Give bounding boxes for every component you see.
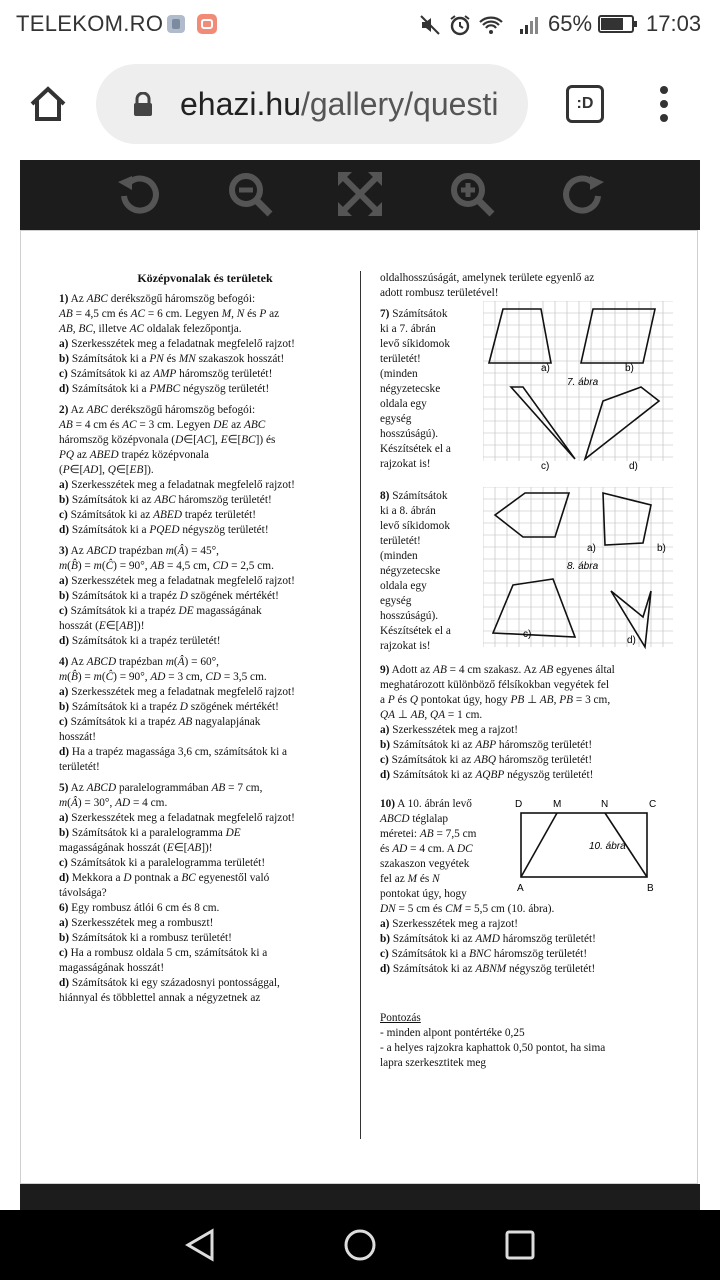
question-8	[380, 489, 480, 654]
text-line: (minden	[380, 550, 418, 562]
text-line: c) Számítsátok ki a paralelogramma területét!	[59, 857, 266, 869]
recents-icon[interactable]	[504, 1229, 536, 1266]
tab-switcher-icon[interactable]: :D	[566, 85, 604, 123]
text-line: hosszúságú).	[380, 428, 439, 440]
status-bar	[0, 0, 720, 48]
fig8-label-d: d)	[627, 635, 636, 646]
image-viewer-bottom	[20, 1184, 700, 1210]
text-line: 2) Az ABC derékszögű háromszög befogói:	[59, 404, 256, 416]
text-line: AB = 4,5 cm és AC = 6 cm. Legyen M, N és P az	[59, 308, 280, 320]
text-line: 8) Számítsátok	[380, 490, 448, 502]
text-line: a) Szerkesszétek meg a feladatnak megfelelő rajzot!	[59, 812, 295, 824]
figure-7	[483, 301, 693, 473]
text-line: fel az M és N	[380, 873, 440, 885]
question-10	[380, 797, 508, 902]
text-line: AB, BC, illetve AC oldalak felezőpontja.	[59, 323, 242, 335]
text-line: d) Számítsátok ki a trapéz területét!	[59, 635, 221, 647]
text-line: a P és Q pontokat úgy, hogy PB ⊥ AB, PB = 3 cm,	[380, 694, 611, 706]
fig10-point-d: D	[515, 799, 523, 810]
text-line: egység	[380, 413, 412, 425]
text-line: b) Számítsátok ki az ABP háromszög területét!	[380, 739, 593, 751]
home-nav-icon[interactable]	[343, 1228, 377, 1267]
text-line: c) Számítsátok ki a trapéz AB nagyalapjának	[59, 716, 261, 728]
scoring-section	[380, 1011, 680, 1071]
question-9	[380, 663, 680, 783]
column-divider	[360, 271, 361, 1139]
right-top-text	[380, 271, 680, 301]
fig7-label-d: d)	[629, 461, 638, 472]
home-icon[interactable]	[28, 84, 68, 129]
text-line: 1) Az ABC derékszögű háromszög befogói:	[59, 293, 256, 305]
text-line: területét!	[380, 535, 421, 547]
question-7	[380, 307, 480, 472]
text-line: d) Számítsátok ki az AQBP négyszög területét!	[380, 769, 594, 781]
zoom-out-icon[interactable]	[224, 168, 276, 220]
lock-icon[interactable]	[132, 92, 154, 123]
fig7-caption: 7. ábra	[567, 377, 599, 388]
text-line: négyzetecske	[380, 565, 441, 577]
fig7-trapezoid	[489, 309, 551, 363]
text-line: magasságának hosszát (E∈[AB])!	[59, 842, 213, 854]
browser-toolbar	[0, 48, 720, 160]
text-line: négyzetecske	[380, 383, 441, 395]
text-line: háromszög középvonala (D∈[AC], E∈[BC]) és	[59, 434, 276, 446]
text-line: magasságának hosszát!	[59, 962, 165, 974]
text-line: Készítsétek el a	[380, 443, 451, 455]
text-line: területét!	[59, 761, 100, 773]
menu-icon[interactable]	[656, 84, 672, 129]
text-line: 7) Számítsátok	[380, 308, 448, 320]
text-line: a) Szerkesszétek meg a rombuszt!	[59, 917, 214, 929]
left-column	[59, 271, 351, 1006]
text-line: c) Számítsátok ki a trapéz DE magasságának	[59, 605, 262, 617]
right-column-top	[380, 271, 680, 301]
refresh-icon[interactable]	[558, 168, 610, 220]
text-line: pontokat úgy, hogy	[380, 888, 467, 900]
text-line: d) Ha a trapéz magassága 3,6 cm, számítsátok ki a	[59, 746, 288, 758]
text-line: rajzokat is!	[380, 640, 431, 652]
wifi-icon	[478, 13, 504, 42]
android-nav-bar	[0, 1210, 720, 1280]
photo-app-icon	[196, 13, 218, 40]
text-line: d) Számítsátok ki az ABNM négyszög területét!	[380, 963, 596, 975]
text-line: b) Számítsátok ki az AMD háromszög területét!	[380, 933, 596, 945]
text-line: távolsága?	[59, 887, 107, 899]
url-text[interactable]	[180, 86, 510, 123]
text-line: hosszát (E∈[AB])!	[59, 620, 145, 632]
fig7-parallelogram	[581, 309, 655, 363]
text-line: levő síkidomok	[380, 338, 450, 350]
text-line: 4) Az ABCD trapézban m(Â) = 60°,	[59, 656, 219, 668]
battery-icon	[598, 13, 638, 40]
carrier-name: TELEKOM.RO	[16, 11, 164, 36]
text-line: 3) Az ABCD trapézban m(Â) = 45°,	[59, 545, 219, 557]
signal-icon	[518, 13, 544, 42]
text-line: a) Szerkesszétek meg a feladatnak megfelelő rajzot!	[59, 479, 295, 491]
text-line: c) Számítsátok ki a BNC háromszög területét!	[380, 948, 588, 960]
text-line: ABCD téglalap	[380, 813, 449, 825]
url-path: /gallery/questi	[300, 86, 499, 122]
battery-percent: 65%	[548, 11, 593, 36]
text-line: oldalhosszúságát, amelynek területe egyenlő az	[380, 272, 595, 284]
text-line: Pontozás	[380, 1012, 421, 1024]
fig7-quad	[585, 387, 659, 459]
fig10-segment-am	[521, 813, 557, 877]
text-line: lapra szerkesztitek meg	[380, 1057, 487, 1069]
text-line: c) Ha a rombusz oldala 5 cm, számítsátok ki a	[59, 947, 268, 959]
left-column-text	[59, 292, 351, 1006]
text-line: hosszát!	[59, 731, 97, 743]
text-line: d) Számítsátok ki egy századosnyi pontossággal,	[59, 977, 280, 989]
image-viewer-toolbar	[20, 160, 700, 230]
text-line: a) Szerkesszétek meg a feladatnak megfelelő rajzot!	[59, 575, 295, 587]
text-line: hosszúságú).	[380, 610, 439, 622]
question-10-continued	[380, 902, 680, 977]
text-line: ki a 8. ábrán	[380, 505, 436, 517]
back-icon[interactable]	[184, 1228, 216, 1267]
text-line: oldala egy	[380, 398, 427, 410]
fig8-quad-c	[493, 579, 575, 637]
text-line: DN = 5 cm és CM = 5,5 cm (10. ábra).	[380, 903, 555, 915]
fit-icon[interactable]	[334, 168, 386, 220]
figure-10	[511, 797, 661, 895]
alarm-icon	[448, 13, 472, 42]
fig7-label-b: b)	[625, 363, 634, 374]
text-line: és AD = 4 cm. A DC	[380, 843, 473, 855]
text-line: b) Számítsátok ki a trapéz D szögének mértékét!	[59, 701, 279, 713]
zoom-in-icon[interactable]	[446, 168, 498, 220]
text-line: b) Számítsátok ki az ABC háromszög területét!	[59, 494, 272, 506]
text-line: szakaszon vegyétek	[380, 858, 470, 870]
text-line: m(Â) = 30°, AD = 4 cm.	[59, 797, 168, 809]
text-line: a) Szerkesszétek meg a rajzot!	[380, 724, 519, 736]
text-line: (P∈[AD], Q∈[EB]).	[59, 464, 154, 476]
text-line: ki a 7. ábrán	[380, 323, 436, 335]
text-line: oldala egy	[380, 580, 427, 592]
fig8-label-c: c)	[523, 629, 532, 640]
fig8-pentagon	[495, 493, 569, 537]
mute-icon	[418, 13, 442, 42]
text-line: méretei: AB = 7,5 cm	[380, 828, 477, 840]
text-line: adott rombusz területével!	[380, 287, 499, 299]
text-line: b) Számítsátok ki a paralelogramma DE	[59, 827, 241, 839]
text-line: m(B̂) = m(Ĉ) = 90°, AD = 3 cm, CD = 3,5 cm.	[59, 671, 267, 683]
text-line: hiánnyal és többlettel annak a négyzetnek az	[59, 992, 261, 1004]
text-line: területét!	[380, 353, 421, 365]
text-line: c) Számítsátok ki az ABED trapéz területét!	[59, 509, 257, 521]
fig8-label-b: b)	[657, 543, 666, 554]
fig10-point-n: N	[601, 799, 609, 810]
fig7-label-a: a)	[541, 363, 550, 374]
text-line: - a helyes rajzokra kaphattok 0,50 pontot, ha sima	[380, 1042, 606, 1054]
text-line: a) Szerkesszétek meg a feladatnak megfelelő rajzot!	[59, 686, 295, 698]
fig10-point-b: B	[647, 883, 654, 894]
figure-8	[483, 487, 693, 653]
text-line: egység	[380, 595, 412, 607]
text-line: meghatározott különböző félsíkokban vegyétek fel	[380, 679, 609, 691]
text-line: 6) Egy rombusz átlói 6 cm és 8 cm.	[59, 902, 220, 914]
fig10-point-a: A	[517, 883, 524, 894]
text-line: - minden alpont pontértéke 0,25	[380, 1027, 525, 1039]
text-line: 10) A 10. ábrán levő	[380, 798, 472, 810]
fig10-point-c: C	[649, 799, 657, 810]
text-line: levő síkidomok	[380, 520, 450, 532]
text-line: m(B̂) = m(Ĉ) = 90°, AB = 4,5 cm, CD = 2,5 cm.	[59, 560, 274, 572]
text-line: d) Számítsátok ki a PMBC négyszög területét!	[59, 383, 270, 395]
fig10-caption: 10. ábra	[589, 841, 626, 852]
text-line: d) Számítsátok ki a PQED négyszög területét!	[59, 524, 269, 536]
text-line: a) Szerkesszétek meg a rajzot!	[380, 918, 519, 930]
text-line: b) Számítsátok ki a trapéz D szögének mértékét!	[59, 590, 279, 602]
text-line: (minden	[380, 368, 418, 380]
fig8-label-a: a)	[587, 543, 596, 554]
text-line: AB = 4 cm és AC = 3 cm. Legyen DE az ABC	[59, 419, 266, 431]
fig10-point-m: M	[553, 799, 562, 810]
text-line: 5) Az ABCD paralelogrammában AB = 7 cm,	[59, 782, 263, 794]
fig8-caption: 8. ábra	[567, 561, 599, 572]
text-line: b) Számítsátok ki a rombusz területét!	[59, 932, 232, 944]
text-line: c) Számítsátok ki az ABQ háromszög területét!	[380, 754, 593, 766]
worksheet-title: Középvonalak és területek	[137, 271, 273, 285]
text-line: 9) Adott az AB = 4 cm szakasz. Az AB egyenes által	[380, 664, 615, 676]
url-bar[interactable]	[96, 64, 528, 144]
text-line: rajzokat is!	[380, 458, 431, 470]
text-line: QA ⊥ AB, QA = 1 cm.	[380, 709, 483, 721]
fig7-label-c: c)	[541, 461, 550, 472]
url-host: ehazi.hu	[180, 86, 301, 122]
text-line: PQ az ABED trapéz középvonala	[59, 449, 209, 461]
text-line: b) Számítsátok ki a PN és MN szakaszok hosszát!	[59, 353, 285, 365]
rotate-icon[interactable]	[112, 168, 164, 220]
text-line: a) Szerkesszétek meg a feladatnak megfelelő rajzot!	[59, 338, 295, 350]
text-line: Készítsétek el a	[380, 625, 451, 637]
clock: 17:03	[646, 11, 702, 36]
shield-app-icon	[166, 13, 186, 40]
text-line: c) Számítsátok ki az AMP háromszög területét!	[59, 368, 273, 380]
text-line: d) Mekkora a D pontnak a BC egyenestől való	[59, 872, 270, 884]
worksheet-image	[20, 230, 698, 1184]
